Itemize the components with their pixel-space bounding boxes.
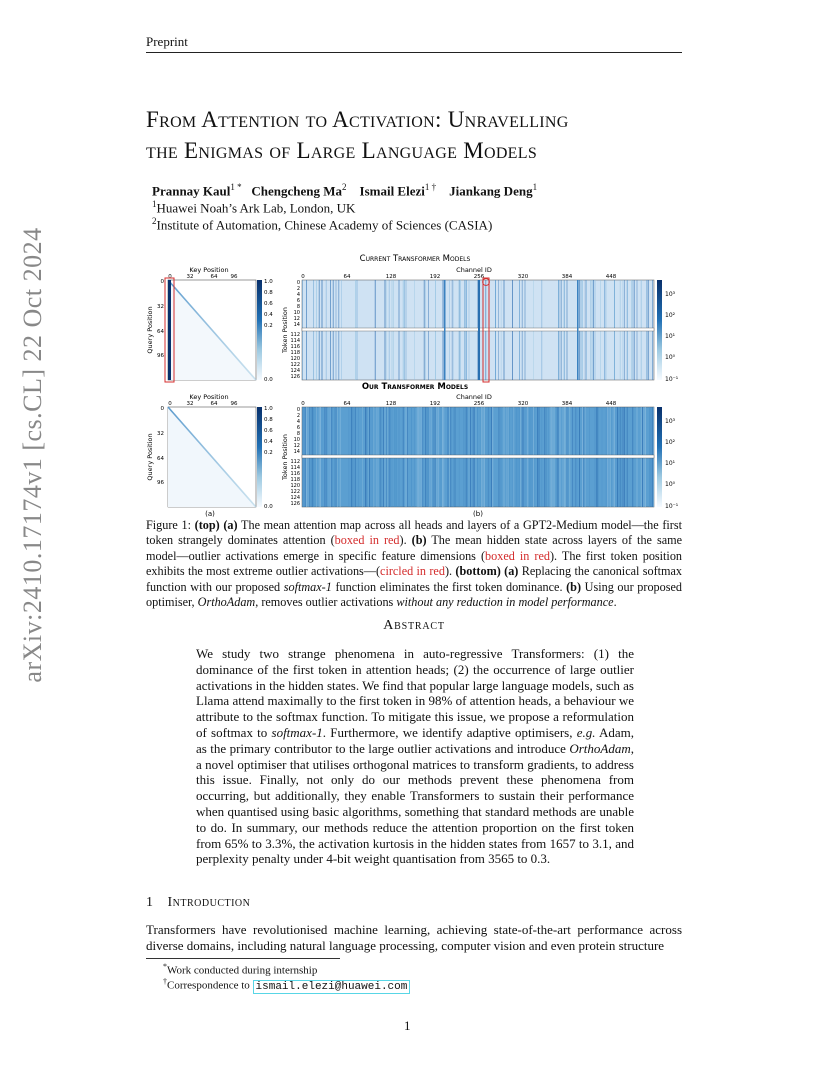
tick-label: 0 xyxy=(296,280,300,286)
tick-label: 2 xyxy=(296,286,300,292)
hidden-ylabel: Token Position xyxy=(281,307,289,353)
tick-label: 14 xyxy=(293,449,300,455)
footnote xyxy=(163,977,410,993)
tick-label: 0.4 xyxy=(264,312,273,318)
tick-label: 32 xyxy=(186,274,194,280)
tick-label: 64 xyxy=(343,274,351,280)
caption-text: ). xyxy=(444,564,456,579)
attention-ylabel: Query Position xyxy=(146,433,154,481)
colorbar-a-ticks xyxy=(264,279,273,383)
figure-1 xyxy=(140,250,690,518)
tick-label: 114 xyxy=(290,465,300,471)
caption-a: (a) xyxy=(223,518,238,532)
tick-label: 0.2 xyxy=(264,450,273,456)
abstract-italic: e.g. xyxy=(576,724,596,740)
tick-label: 96 xyxy=(230,274,238,280)
abstract-italic: OrthoAdam xyxy=(569,740,631,756)
footnote-mark: * xyxy=(163,962,167,971)
footnote-text: Correspondence to xyxy=(167,979,253,992)
abstract-text: , a novel optimiser that utilises orthogonal matrices to transform gradients, to address this issue. Finally, not only do our methods prevent these phenomena from occurring, but additionally, they enable Transformers to sustain their performance when quantised using basic algorithms, something that standard methods are unable to do. In summary, our methods reduce the attention proportion on the first token from 65% to 3.3%, the activation kurtosis in the hidden states from 1657 to 3.1, and perplexity penalty under 4-bit weight quantisation from 3565 to 0.3. xyxy=(196,740,634,867)
hidden-yticks-top xyxy=(290,280,300,380)
tick-label: 116 xyxy=(290,471,300,477)
tick-label: 10² xyxy=(665,439,676,446)
caption-b: (b) xyxy=(411,533,427,548)
tick-label: 256 xyxy=(473,401,485,407)
caption-label: Figure 1: xyxy=(146,518,195,532)
tick-label: 6 xyxy=(296,425,300,431)
abstract-text: Adam, as the primary contributor to the large outlier activations and introduce xyxy=(196,724,634,756)
colorbar-b xyxy=(657,280,662,380)
caption-bottom: (bottom) xyxy=(455,564,501,579)
tick-label: 10³ xyxy=(665,291,676,298)
caption-text: function eliminates the first token dominance. xyxy=(331,579,567,594)
tick-label: 0 xyxy=(301,401,305,407)
header-rule xyxy=(146,52,682,53)
tick-label: 96 xyxy=(157,480,164,486)
arxiv-sidebar xyxy=(10,227,56,683)
tick-label: 10⁰ xyxy=(665,354,676,361)
tick-label: 0 xyxy=(168,274,172,280)
tick-label: 0 xyxy=(168,401,172,407)
tick-label: 6 xyxy=(296,298,300,304)
footnote-rule xyxy=(146,958,340,959)
tick-label: 126 xyxy=(290,501,300,507)
attention-map-bottom xyxy=(146,393,273,510)
tick-label: 64 xyxy=(157,329,164,335)
tick-label: 10 xyxy=(293,310,300,316)
caption-text: Replacing the canonical softmax function with our proposed xyxy=(146,564,683,594)
email-link[interactable]: ismail.elezi@huawei.com xyxy=(253,980,411,994)
tick-label: 116 xyxy=(290,344,300,350)
attention-yticks xyxy=(157,406,165,486)
footnote-text: Work conducted during internship xyxy=(167,964,318,977)
abstract-italic: softmax-1 xyxy=(271,724,323,740)
tick-label: 122 xyxy=(290,362,300,368)
tick-label: 0 xyxy=(160,406,164,412)
colorbar-a xyxy=(257,280,262,380)
tick-label: 0.6 xyxy=(264,428,273,434)
tick-label: 64 xyxy=(157,456,164,462)
tick-label: 14 xyxy=(293,322,300,328)
tick-label: 0 xyxy=(160,279,164,285)
footnote xyxy=(163,962,317,977)
colorbar-b xyxy=(657,407,662,507)
author-sup: 1 * xyxy=(230,182,242,192)
tick-label: 1.0 xyxy=(264,406,273,412)
tick-label: 192 xyxy=(429,274,441,280)
author-name: Chengcheng Ma xyxy=(251,183,343,199)
caption-text: . xyxy=(613,595,617,610)
attention-yticks xyxy=(157,279,165,359)
tick-label: 8 xyxy=(296,304,300,310)
caption-text: , removes outlier activations xyxy=(255,595,397,610)
caption-red: boxed in red xyxy=(485,548,550,563)
tick-label: 10 xyxy=(293,437,300,443)
section-title: Introduction xyxy=(167,895,251,910)
hidden-state-top xyxy=(281,266,679,383)
caption-text: ). The first token position exhibits the most extreme outlier activations—( xyxy=(146,548,683,579)
hidden-xlabel: Channel ID xyxy=(456,266,492,274)
tick-label: 118 xyxy=(290,477,300,483)
caption-text: The mean hidden state across layers of the same model—outlier activations emerge in specific feature dimensions ( xyxy=(146,533,683,563)
tick-label: 384 xyxy=(561,401,573,407)
abstract-heading: Abstract xyxy=(383,618,445,633)
tick-label: 128 xyxy=(385,401,397,407)
tick-label: 114 xyxy=(290,338,300,344)
attention-xlabel: Key Position xyxy=(189,393,229,401)
tick-label: 124 xyxy=(290,368,300,374)
abstract-text: . Furthermore, we identify adaptive optimisers, xyxy=(322,724,577,740)
hidden-xticks xyxy=(301,401,616,407)
caption-text: Using our proposed optimiser, xyxy=(146,579,682,610)
tick-label: 448 xyxy=(605,401,617,407)
tick-label: 124 xyxy=(290,495,300,501)
section-number: 1 xyxy=(146,895,154,910)
hidden-xticks xyxy=(301,274,616,280)
tick-label: 384 xyxy=(561,274,573,280)
tick-label: 32 xyxy=(157,431,164,437)
tick-label: 2 xyxy=(296,413,300,419)
author-name: Jiankang Deng xyxy=(449,183,533,199)
tick-label: 0 xyxy=(301,274,305,280)
tick-label: 120 xyxy=(290,483,300,489)
abstract-body xyxy=(196,646,634,867)
tick-label: 4 xyxy=(296,419,300,425)
tick-label: 12 xyxy=(293,316,300,322)
hidden-yticks-bottom xyxy=(290,407,300,507)
caption-text: ). xyxy=(399,533,412,548)
caption-a: (a) xyxy=(504,564,519,579)
tick-label: 0.2 xyxy=(264,323,273,329)
tick-label: 12 xyxy=(293,443,300,449)
affiliation-text: Institute of Automation, Chinese Academy of Sciences (CASIA) xyxy=(156,217,493,233)
tick-label: 0.0 xyxy=(264,504,273,510)
hidden-xlabel: Channel ID xyxy=(456,393,492,401)
affiliation-text: Huawei Noah’s Ark Lab, London, UK xyxy=(156,200,356,216)
caption-text: The mean attention map across all heads and layers of a GPT2-Medium model—the first token strangely dominates attention ( xyxy=(146,518,682,548)
attention-map-top xyxy=(146,266,273,383)
caption-italic: without any reduction in model performance xyxy=(396,595,614,610)
affiliation-sup: 1 xyxy=(152,199,157,209)
tick-label: 1.0 xyxy=(264,279,273,285)
caption-top: (top) xyxy=(194,518,220,532)
tick-label: 126 xyxy=(290,374,300,380)
colorbar-b-ticks xyxy=(665,291,679,383)
figure-caption xyxy=(146,518,682,610)
tick-label: 32 xyxy=(157,304,164,310)
tick-label: 192 xyxy=(429,401,441,407)
tick-label: 0.0 xyxy=(264,377,273,383)
attention-xlabel: Key Position xyxy=(189,266,229,274)
tick-label: 0 xyxy=(296,407,300,413)
tick-label: 8 xyxy=(296,431,300,437)
attention-xticks xyxy=(168,401,238,407)
tick-label: 10⁰ xyxy=(665,481,676,488)
panel-b-label: (b) xyxy=(473,510,483,518)
author-name: Prannay Kaul xyxy=(152,183,231,199)
tick-label: 96 xyxy=(157,353,164,359)
tick-label: 10¹ xyxy=(665,460,676,467)
section-heading xyxy=(146,895,250,911)
caption-red: circled in red xyxy=(380,564,445,579)
author-sup: 1 xyxy=(532,182,538,192)
title-line-2: the Enigmas of Large Language Models xyxy=(146,138,538,163)
caption-italic: OrthoAdam xyxy=(197,595,256,610)
author-name: Ismail Elezi xyxy=(359,183,425,199)
tick-label: 0.8 xyxy=(264,290,273,296)
running-header: Preprint xyxy=(146,34,188,49)
tick-label: 10³ xyxy=(665,418,676,425)
tick-label: 120 xyxy=(290,356,300,362)
tick-label: 96 xyxy=(230,401,238,407)
page-number: 1 xyxy=(404,1018,411,1033)
tick-label: 128 xyxy=(385,274,397,280)
affiliation-sup: 2 xyxy=(152,216,157,226)
author-list xyxy=(152,182,537,199)
colorbar-a xyxy=(257,407,262,507)
tick-label: 448 xyxy=(605,274,617,280)
tick-label: 0.4 xyxy=(264,439,273,445)
tick-label: 112 xyxy=(290,332,300,338)
intro-paragraph: Transformers have revolutionised machine learning, achieving state-of-the-art performance across diverse domains, including natural language processing, computer vision and even protein structure xyxy=(146,922,682,953)
arxiv-id: arXiv:2410.17174v1 [cs.CL] 22 Oct 2024 xyxy=(18,227,47,683)
tick-label: 10⁻¹ xyxy=(665,503,679,510)
panel-a-label: (a) xyxy=(205,510,215,518)
hidden-state-bottom xyxy=(281,393,679,510)
colorbar-a-ticks xyxy=(264,406,273,510)
paper-title xyxy=(146,104,686,166)
section-label-top: Current Transformer Models xyxy=(359,254,471,264)
author-sup: 1 † xyxy=(424,182,437,192)
footnote-mark: † xyxy=(163,977,167,986)
caption-red: boxed in red xyxy=(334,533,400,548)
tick-label: 64 xyxy=(210,401,218,407)
tick-label: 0.6 xyxy=(264,301,273,307)
tick-label: 256 xyxy=(473,274,485,280)
colorbar-b-ticks xyxy=(665,418,679,510)
hidden-ylabel: Token Position xyxy=(281,434,289,480)
caption-b: (b) xyxy=(566,579,582,594)
tick-label: 118 xyxy=(290,350,300,356)
section-label-bottom: Our Transformer Models xyxy=(361,382,469,392)
tick-label: 10² xyxy=(665,312,676,319)
caption-italic: softmax-1 xyxy=(283,579,332,594)
title-line-1: From Attention to Activation: Unravelling xyxy=(146,107,569,132)
attention-ylabel: Query Position xyxy=(146,306,154,354)
tick-label: 64 xyxy=(343,401,351,407)
tick-label: 32 xyxy=(186,401,194,407)
author-sup: 2 xyxy=(342,182,347,192)
tick-label: 0.8 xyxy=(264,417,273,423)
tick-label: 64 xyxy=(210,274,218,280)
tick-label: 122 xyxy=(290,489,300,495)
tick-label: 10¹ xyxy=(665,333,676,340)
attention-xticks xyxy=(168,274,238,280)
tick-label: 320 xyxy=(517,401,529,407)
affiliation xyxy=(152,199,355,216)
affiliation xyxy=(152,216,492,233)
tick-label: 4 xyxy=(296,292,300,298)
tick-label: 10⁻¹ xyxy=(665,376,679,383)
tick-label: 320 xyxy=(517,274,529,280)
abstract-text: We study two strange phenomena in auto-regressive Transformers: (1) the dominance of the first token in attention heads; (2) the occurrence of large outlier activations in the hidden states. We find that popular large language models, such as Llama attend maximally to the first token in 98% of attention heads, a behaviour we attribute to the softmax function. To mitigate this issue, we propose a reformulation of softmax to xyxy=(196,646,634,740)
tick-label: 112 xyxy=(290,459,300,465)
